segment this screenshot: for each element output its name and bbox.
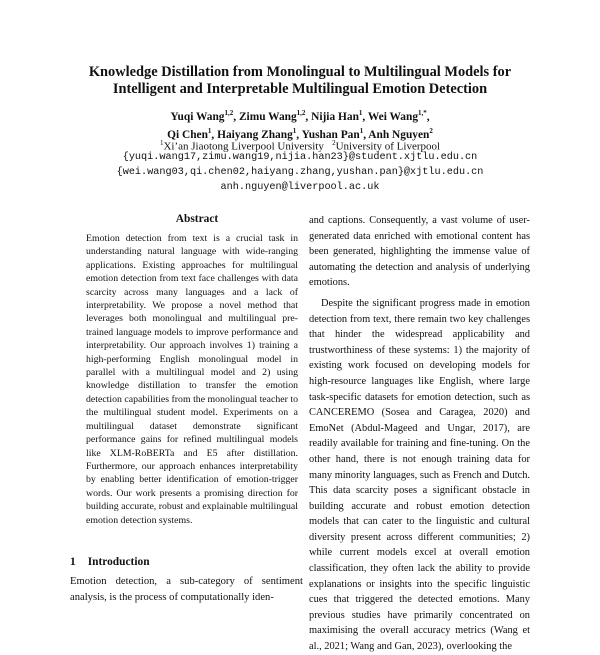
email-line-1[interactable]: {yuqi.wang17,zimu.wang19,nijia.han23}@student.xjtlu.edu.cn xyxy=(122,152,478,163)
author-affil-marker: 2 xyxy=(429,126,433,135)
author-name: Yuqi Wang xyxy=(170,110,225,123)
author-line-1: Yuqi Wang$^{1,2}$, Zimu Wang$^{1,2}$, Nijia Han$^1$, Wei Wang$^{1,*}$, xyxy=(170,109,430,123)
paragraph: Despite the significant progress made in emotion detection from text, there remain two key challenges that hinder the widespread applicability and trustworthiness of these systems: 1) the majority of existing work focused on developing models for high-resource languages like English, where large task-specific datasets for emotion detection, such as CANCEREMO (Sosea and Caragea, 2020) and EmoNet (Abdul-Mageed and Ungar, 2017), are readily available for training and fine-tuning. On the other hand, there is not enough training data for many minority languages, such as French and Dutch. This data scarcity poses a significant obstacle in building accurate and robust emotion detection models that can cater to the linguistic and cultural diversity present across different communities; 2) while current models excel at overall emotion classification, they often lack the ability to provide explanations or insights into the specific linguistic cues that triggered the detected emotions. Many previous studies have primarily concentrated on maximising the overall accuracy metrics (Wang et al., 2021; Wang and Gan, 2023), overlooking the xyxy=(309,297,530,653)
abstract-heading: Abstract xyxy=(175,213,219,225)
author-name: Nijia Han xyxy=(311,110,359,123)
paper-title xyxy=(40,64,560,98)
author-affil-marker: 1 xyxy=(359,126,364,135)
author-name: Wei Wang xyxy=(367,110,419,123)
section-number: 1 xyxy=(70,556,76,568)
author-name: Anh Nguyen xyxy=(368,128,430,141)
title-line-1: Knowledge Distillation from Monolingual to Multilingual Models for xyxy=(88,64,512,80)
section-heading-introduction xyxy=(70,556,150,568)
email-line-2[interactable]: {wei.wang03,qi.chen02,haiyang.zhang,yushan.pan}@xjtlu.edu.cn xyxy=(116,167,484,178)
affiliation-name: University of Liverpool xyxy=(335,140,441,153)
paragraph: and captions. Consequently, a vast volume of user-generated data enriched with emotional content has been generated, highlighting the immense value of automating the detection and analysis of underlying emotions. xyxy=(309,215,530,289)
author-affil-marker: 1,* xyxy=(418,109,427,117)
author-name: Yushan Pan xyxy=(301,128,360,141)
affil-marker: 1 xyxy=(159,139,164,147)
author-affil-marker: 1 xyxy=(292,126,297,135)
author-affil-marker: 1 xyxy=(358,109,363,117)
introduction-text: Emotion detection, a sub-category of sentiment analysis, is the process of computationally iden- xyxy=(70,576,303,603)
right-column xyxy=(309,213,530,655)
author-name: Haiyang Zhang xyxy=(217,128,293,141)
abstract-text: Emotion detection from text is a crucial task in understanding natural language with wide-ranging applications. Existing approaches for multilingual emotion detection from text face challenges with data scarcity across many languages and a lack of interpretability. We propose a novel method that leverages both monolingual and multilingual pre-trained language models to improve performance and interpretability. Our approach involves 1) training a high-performing English monolingual model in parallel with a multilingual model and 2) using knowledge distillation to transfer the emotion detection capabilities from the monolingual teacher to the multilingual student model. Experiments on a multilingual dataset demonstrate significant performance gains for refined multilingual models like XLM-RoBERTa and E5 after distillation. Furthermore, our approach enhances interpretability by enabling better identification of emotion-trigger words. Our work presents a promising direction for building accurate, robust and explainable multilingual emotion detection systems. xyxy=(86,233,298,526)
email-line-3[interactable]: anh.nguyen@liverpool.ac.uk xyxy=(220,182,380,193)
author-line-2: Qi Chen$^1$, Haiyang Zhang$^1$, Yushan Pan$^1$, Anh Nguyen$^2$ xyxy=(167,126,433,141)
affil-marker: 2 xyxy=(332,139,336,147)
author-affil-marker: 1,2 xyxy=(296,109,306,117)
author-affil-marker: 1,2 xyxy=(224,109,234,117)
affiliation-name: Xi’an Jiaotong Liverpool University xyxy=(163,140,324,153)
title-line-2: Intelligent and Interpretable Multilingual Emotion Detection xyxy=(112,81,488,97)
section-title: Introduction xyxy=(87,556,150,568)
author-name: Zimu Wang xyxy=(238,110,297,123)
author-affil-marker: 1 xyxy=(207,126,212,135)
author-name: Qi Chen xyxy=(167,128,208,141)
